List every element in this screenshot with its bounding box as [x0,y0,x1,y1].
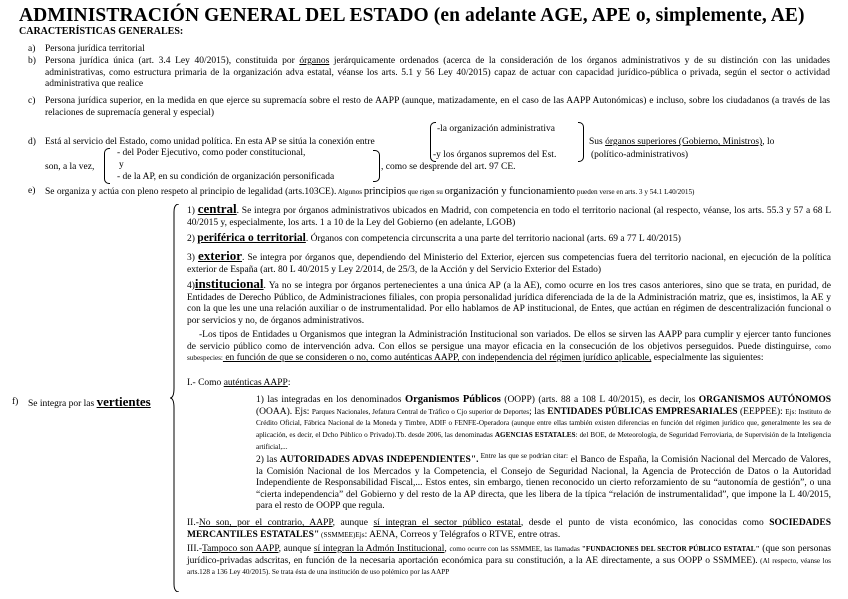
item-c-marker: c) [28,96,36,106]
item-b-marker: b) [28,56,36,66]
item-d-politicos: (político-administrativos) [591,150,689,160]
item-f-marker: f) [12,397,19,407]
item-e-marker: e) [28,186,36,196]
item-a-marker: a) [28,44,36,54]
item-d-line-1: - del Poder Ejecutivo, como poder constitucional, [117,148,306,158]
item-d-desprende: , como se desprende del art. 97 CE. [381,162,516,172]
item-d-branch-1: -la organización administrativa [437,124,556,134]
vertiente-central: 1) central. Se integra por órganos administrativos ubicados en Madrid, con competencia en todo el territorio nacional (al respecto, véanse, los arts. 55.3 y 57 a 68 L 40/2015 y, especialmente, los arts. 1 a 10 de la Ley del Gobierno (en adelante, LGOB) [187,201,832,228]
brace-right-d2 [373,150,380,182]
item-c-text: Persona jurídica superior, en la medida en que ejerce su supremacía sobre el resto de AAPP (aunque, matizadamente, en el caso de las AAPP Autonómicas) e incluso, sobre los ciudadanos (a través de las relaciones de supremacía general y especial) [45,96,830,118]
brace-left-d2 [104,148,110,184]
vertiente-institucional: 4)institucional. Ya no se integra por órganos pertenecientes a una única AP (a la AE), como ocurre en los tres casos anteriores, sino que se trata, en puridad, de Entidades de Derecho Público, de Administraciones filiales, con propia personalidad jurídica diferenciada de la de la Administración matriz, que es, insistimos, la AE y con la que les une una relación auxiliar o de instrumentalidad. Por ello hablamos de AP institucional, de Entes, que actúan en régimen de descentralización funcional o por servicios y no, de órganos administrativos. [187,276,831,326]
item-d-branch-2: -y los órganos supremos del Est. [433,150,557,160]
item-d-line-2: y [119,160,124,170]
item-e-text: Se organiza y actúa con pleno respeto al principio de legalidad (arts.103CE). Algunos principios que rigen su organización y funcionamiento pueden verse en arts. 3 y 54.1 L40/2015) [45,186,695,197]
item-d-marker: d) [28,137,36,147]
group-iii-paragraph: III.-Tampoco son AAPP, aunque sí integran la Admón Institucional, como ocurre con las SSMMEE, las llamadas "FUNDACIONES DEL SECTOR PÚBLICO ESTATAL" (que son personas jurídico-privadas adscritas, en función de la necesaria aportación económica para su constitución, a la AE directamente, a sus OOPP o SSMMEE). (Al respecto, véanse los arts.128 a 136 Ley 40/2015). Se trata ésta de una institución de uso polémico por las AAPP [187,544,831,577]
vertientes-brace [170,204,180,592]
page-title: ADMINISTRACIÓN GENERAL DEL ESTADO (en adelante AGE, APE o, simplemente, AE) [19,5,805,26]
item-d-line-3: - de la AP, en su condición de organización personificada [117,172,335,182]
brace-right-d1 [578,122,584,162]
tipos-paragraph: -Los tipos de Entidades u Organismos que integran la Administración Institucional son variados. De ellos se sirven las AAPP para cumplir y ejercer tanto funciones de servicio público como de intervención adva. Con ellos se persigue una mayor eficacia en la consecución de los objetivos perseguidos. Puede distinguirse, como subespecies: en función de que se consideren o no, como auténticas AAPP, con independencia del régimen jurídico aplicable, especialmente las siguientes: [187,330,831,364]
organismos-publicos: 1) las integradas en los denominados Organismos Públicos (OOPP) (arts. 88 a 108 L 40/2015), es decir, los ORGANISMOS AUTÓNOMOS (OOAA). Ejs: Parques Nacionales, Jefatura Central de Tráfico o Cjo superior de Deportes; las ENTIDADES PÚBLICAS EMPRESARIALES (EEPPEE): Ejs: Instituto de Crédito Oficial, Fábrica Nacional de la Moneda y Timbre, ADIF o FENFE-Operadora (aunque entre ellas también existen diferencias en función del régimen jurídico que, generalmente les sea de aplicación, es decir, el Dcho Público o Privado).Tb. desde 2006, las denominadas AGENCIAS ESTATALES: del BOE, de Meteorología, de Seguridad Ferroviaria, de Supervisión de la Inteligencia artificial,... [256,394,831,451]
item-b-text: Persona jurídica única (art. 3.4 Ley 40/2015), constituida por órganos jerárquicamente ordenados (acerca de la consideración de los órganos administrativos y de su distinción con las unidades administrativas, como estructura primaria de la organización adva estatal, véanse los arts. 5.1 y 56 Ley 40/2015) capaz de actuar con capacidad jurídico-pública o privada, según el sector o actividad administrativa que realice [45,56,830,90]
item-d-intro: Está al servicio del Estado, como unidad política. En esta AP se sitúa la conexión entre [45,137,375,147]
item-a-text: Persona jurídica territorial [45,44,145,54]
vertiente-periferica: 2) periférica o territorial. Órganos con competencia circunscrita a una parte del territorio nacional (arts. 69 a 77 L 40/2015) [187,232,681,244]
autoridades-independientes: 2) las AUTORIDADES ADVAS INDEPENDIENTES". $^{Entre las que se podrían citar:}$ el Banco de España, la Comisión Nacional del Mercado de Valores, la Comisión Nacional de los Mercados y la Competencia, el Consejo de Seguridad Nacional, la Agencia de Protección de Datos o la Autoridad Independiente de Responsabilidad Fiscal,... Estos entes, sin embargo, tienen reconocido un cierto reforzamiento de su “autonomía de gestión”, o una “cierta independencia” del Gobierno y del resto de la AP directa, que les libera de la típica “relación de instrumentalidad”, que impone la L 40/2015, para el resto de OOPP que regula. [256,452,831,512]
group-ii-paragraph: II.-No son, por el contrario, AAPP, aunque sí integran el sector público estatal, desde el punto de vista económico, las conocidas como SOCIEDADES MERCANTILES ESTATALES" (SSMMEE)Ejs: AENA, Correos y Telégrafos o RTVE, entre otras. [187,518,832,540]
section-subtitle: CARACTERÍSTICAS GENERALES: [19,26,184,37]
group-i-heading: I.- Como auténticas AAPP: [187,378,291,388]
item-d-superiores: Sus órganos superiores (Gobierno, Ministros), lo [589,137,775,147]
vertiente-exterior: 3) exterior. Se integra por órganos que, dependiendo del Ministerio del Exterior, ejercen sus competencias fuera del territorio nacional, en ejecución de la política exterior de España (art. 80 L 40/2015 y Ley 2/2014, de 25/3, de la Acción y del Servicio Exterior del Estado) [187,248,831,275]
item-d-son: son, a la vez, [45,162,95,172]
item-f-text: Se integra por las vertientes [28,394,151,409]
